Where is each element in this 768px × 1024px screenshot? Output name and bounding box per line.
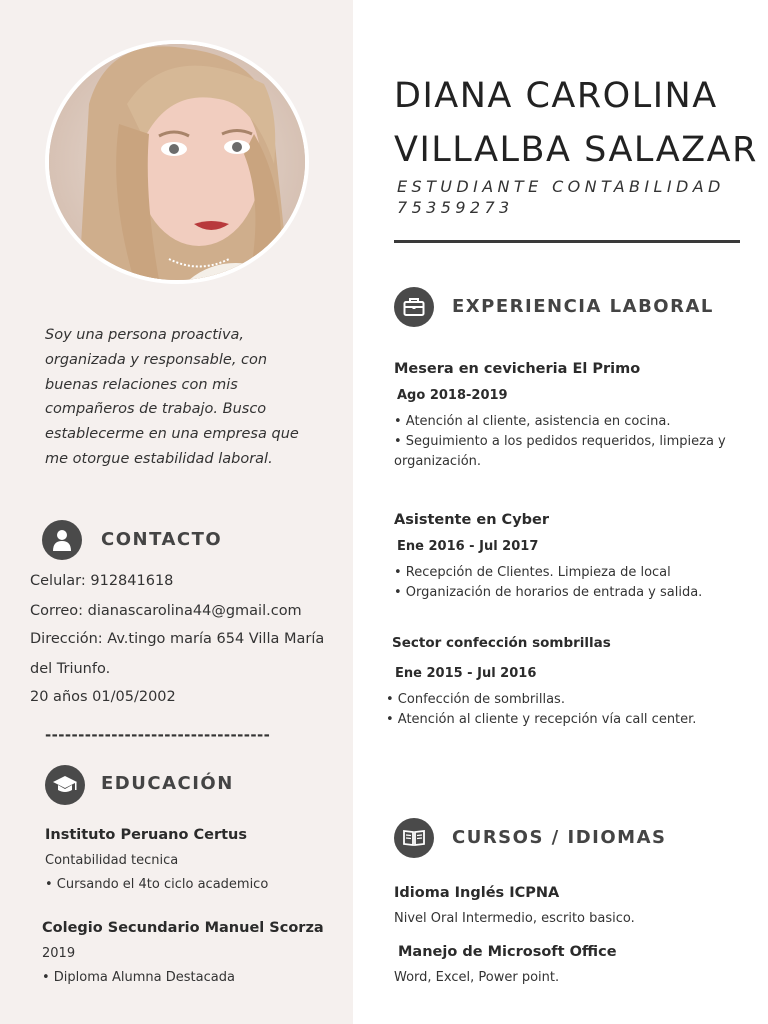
job-title: Mesera en cevicheria El Primo xyxy=(394,361,641,377)
experience-title: EXPERIENCIA LABORAL xyxy=(452,296,714,317)
education-year: 2019 xyxy=(42,946,76,961)
separator: ---------------------------------- xyxy=(45,726,271,744)
profile-summary xyxy=(45,323,325,472)
education-title: EDUCACIÓN xyxy=(101,773,234,794)
summary-line: buenas relaciones con mis xyxy=(45,376,238,393)
summary-line: Soy una persona proactiva, xyxy=(45,327,245,343)
job-duty: organización. xyxy=(394,454,482,469)
summary-line: organizada y responsable, con xyxy=(45,351,268,368)
user-icon xyxy=(42,520,82,560)
header-divider xyxy=(394,240,740,243)
contact-phone: Celular: 912841618 xyxy=(30,573,174,589)
education-note: • Diploma Alumna Destacada xyxy=(42,970,235,985)
contact-age-birthdate: 20 años 01/05/2002 xyxy=(30,689,176,705)
summary-line: me otorgue estabilidad laboral. xyxy=(45,450,273,467)
job-duty: • Organización de horarios de entrada y salida. xyxy=(394,585,703,600)
job-role: ESTUDIANTE CONTABILIDAD xyxy=(397,177,725,196)
course-detail: Word, Excel, Power point. xyxy=(394,970,560,985)
course-name: Manejo de Microsoft Office xyxy=(398,944,617,960)
book-icon xyxy=(394,818,434,858)
summary-line: compañeros de trabajo. Busco xyxy=(45,401,267,418)
course-name: Idioma Inglés ICPNA xyxy=(394,885,560,901)
job-duty: • Recepción de Clientes. Limpieza de local xyxy=(394,565,671,580)
job-duty: • Seguimiento a los pedidos requeridos, limpieza y xyxy=(394,434,726,449)
courses-title: CURSOS / IDIOMAS xyxy=(452,827,667,848)
job-duty: • Atención al cliente, asistencia en cocina. xyxy=(394,414,671,429)
contact-title: CONTACTO xyxy=(101,529,223,550)
contact-address: Dirección: Av.tingo maría 654 Villa María xyxy=(30,631,325,647)
job-duty: • Atención al cliente y recepción vía call center. xyxy=(386,712,697,727)
briefcase-icon xyxy=(394,287,434,327)
course-detail: Nivel Oral Intermedio, escrito basico. xyxy=(394,911,635,926)
contact-email: Correo: dianascarolina44@gmail.com xyxy=(30,603,302,619)
job-duty: • Confección de sombrillas. xyxy=(386,692,565,707)
graduation-cap-icon xyxy=(45,765,85,805)
summary-line: establecerme en una empresa que xyxy=(45,426,299,443)
profile-photo xyxy=(45,40,309,284)
job-date: Ago 2018-2019 xyxy=(397,388,508,403)
contact-address-cont: del Triunfo. xyxy=(30,661,111,677)
portrait-illustration xyxy=(49,44,305,280)
job-date: Ene 2015 - Jul 2016 xyxy=(395,666,537,681)
name-first: DIANA CAROLINA xyxy=(394,76,718,116)
education-institution: Colegio Secundario Manuel Scorza xyxy=(42,920,324,936)
job-title: Asistente en Cyber xyxy=(394,512,550,528)
name-last: VILLALBA SALAZAR xyxy=(394,130,758,170)
education-institution: Instituto Peruano Certus xyxy=(45,827,248,843)
id-number: 75359273 xyxy=(397,198,514,217)
job-title: Sector confección sombrillas xyxy=(392,635,611,651)
education-note: • Cursando el 4to ciclo academico xyxy=(45,877,269,892)
education-program: Contabilidad tecnica xyxy=(45,853,179,868)
job-date: Ene 2016 - Jul 2017 xyxy=(397,539,539,554)
